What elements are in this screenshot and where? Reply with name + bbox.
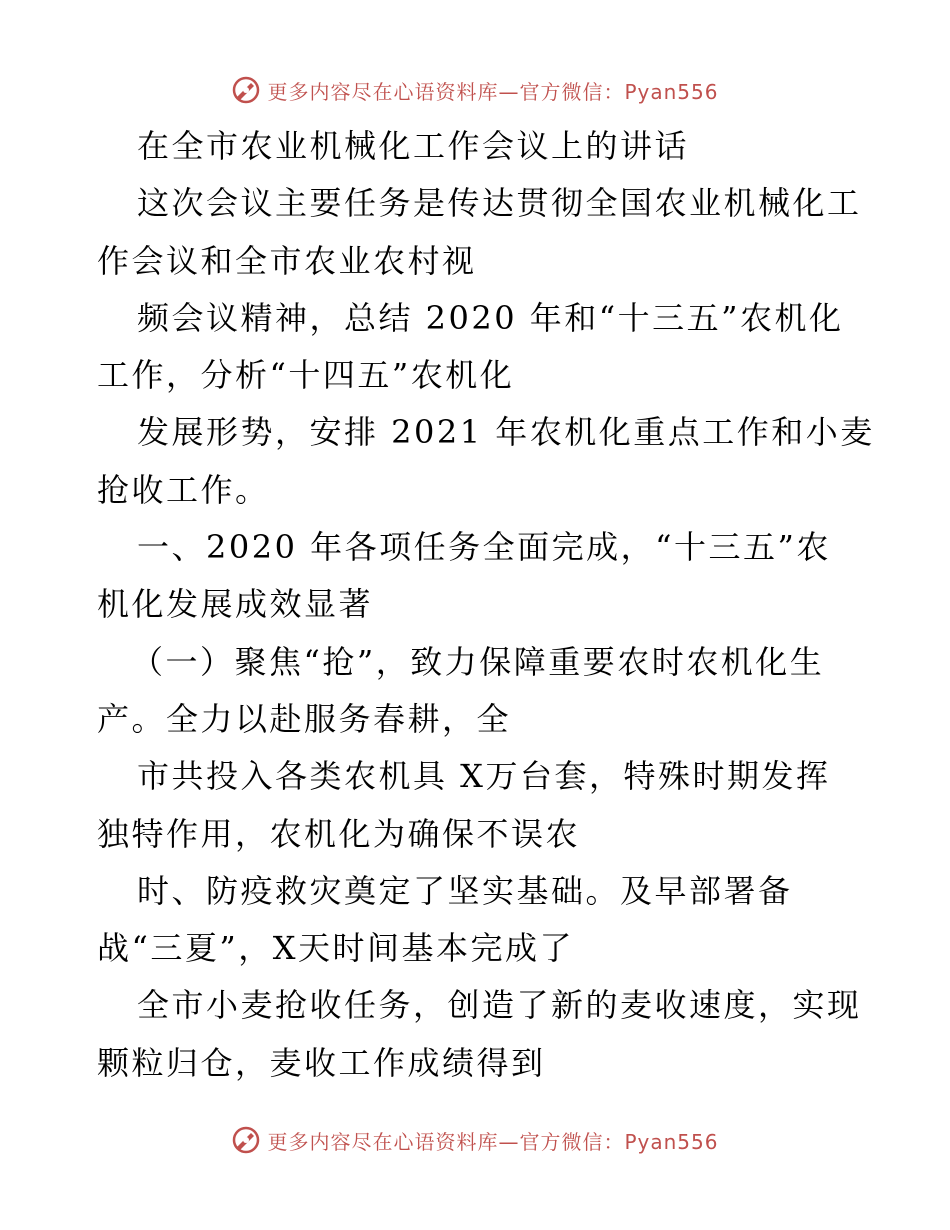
text-line: 全市小麦抢收任务，创造了新的麦收速度，实现 bbox=[137, 986, 862, 1025]
footer-watermark bbox=[0, 1120, 950, 1160]
watermark-logo-icon bbox=[231, 75, 261, 105]
text-line: 发展形势，安排 2021 年农机化重点工作和小麦 bbox=[137, 413, 875, 452]
document-title: 在全市农业机械化工作会议上的讲话 bbox=[137, 127, 690, 165]
text-line: 独特作用，农机化为确保不误农 bbox=[97, 814, 581, 853]
text-line: 战“三夏”，X天时间基本完成了 bbox=[97, 929, 575, 968]
text-line: 频会议精神，总结 2020 年和“十三五”农机化 bbox=[137, 298, 844, 337]
text-line: 时、防疫救灾奠定了坚实基础。及早部署备 bbox=[137, 871, 793, 910]
text-line: 颗粒归仓，麦收工作成绩得到 bbox=[97, 1043, 546, 1082]
watermark-logo-icon bbox=[231, 1125, 261, 1155]
subsection-heading: （一）聚焦“抢”，致力保障重要农时农机化生 bbox=[131, 642, 825, 681]
text-line: 作会议和全市农业农村视 bbox=[97, 241, 477, 280]
watermark-text: 更多内容尽在心语资料库—官方微信：Pyan556 bbox=[267, 79, 719, 104]
section-heading-cont: 机化发展成效显著 bbox=[97, 585, 374, 624]
text-line: 工作，分析“十四五”农机化 bbox=[97, 356, 515, 395]
watermark-text: 更多内容尽在心语资料库—官方微信：Pyan556 bbox=[267, 1129, 719, 1154]
text-line: 产。全力以赴服务春耕，全 bbox=[97, 699, 512, 738]
header-watermark bbox=[0, 70, 950, 110]
text-line: 这次会议主要任务是传达贯彻全国农业机械化工 bbox=[137, 184, 862, 223]
document-body bbox=[97, 118, 875, 1092]
text-line: 抢收工作。 bbox=[97, 470, 270, 509]
section-heading: 一、2020 年各项任务全面完成，“十三五”农 bbox=[137, 528, 831, 567]
text-line: 市共投入各类农机具 X万台套，特殊时期发挥 bbox=[137, 757, 831, 796]
